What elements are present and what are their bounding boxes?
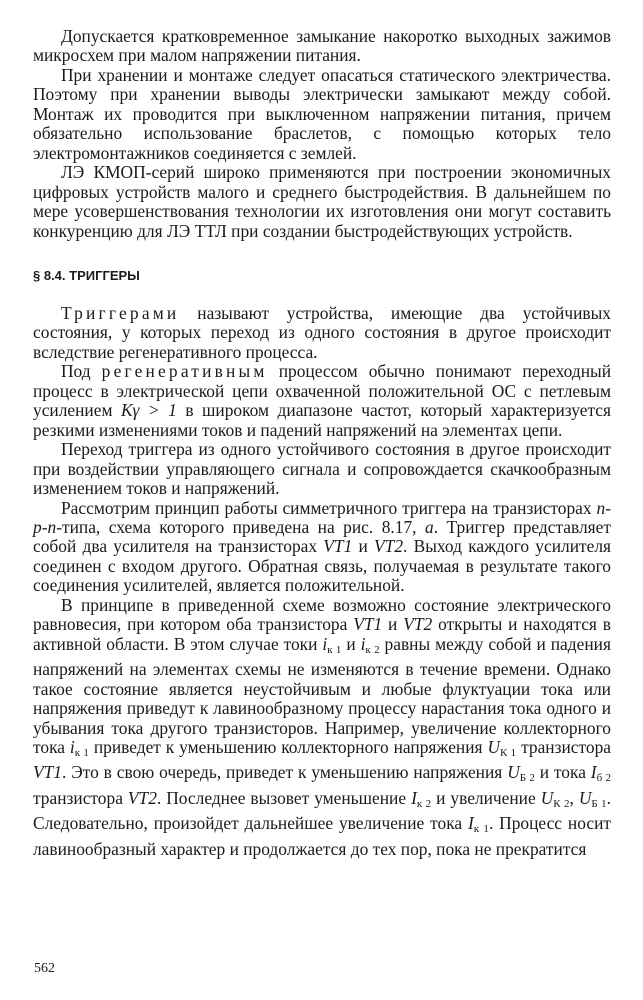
page-content bbox=[33, 27, 611, 859]
term: регенеративным bbox=[101, 361, 268, 382]
paragraph: В принципе в приведенной схеме возможно состояние электрического равновесия, при котором оба транзистора VT1 и VT2 открыты и находятся в активной области. В этом случае токи $i_{к 1}$ и $i_{к 2}$ равны между собой и падения напряжений на элементах схемы не изменяются в течение времени. Однако такое состояние является неустойчивым и любые флуктуации тока или напряжения приведут к лавинообразному процессу нарастания тока одного и убывания тока другого транзисторов. Например, увеличение коллекторного тока $i_{к 1}$ приведет к уменьшению коллекторного напряжения $U_{К 1}$ транзистора VT1. Это в свою очередь, приведет к уменьшению напряжения $U_{Б 2}$ и тока $I_{б 2}$ транзистора VT2. Последнее вызовет уменьшение $I_{к 2}$ и увеличение $U_{К 2}$, $U_{Б 1}$. Следовательно, произойдет дальнейшее увеличение тока $I_{к 1}$. Процесс носит лавинообразный характер и продолжается до тех пор, пока не прекратится bbox=[33, 594, 611, 859]
term: Триггерами bbox=[61, 302, 180, 323]
page-number: 562 bbox=[34, 961, 55, 976]
paragraph: Переход триггера из одного устойчивого состояния в другое происходит при воздействии управляющего сигнала и сопровождается скачкообразным изменением токов и напряжений. bbox=[33, 439, 611, 499]
paragraph: Триггерами называют устройства, имеющие два устойчивых состояния, у которых переход из одного состояния в другое происходит вследствие регенеративного процесса. bbox=[33, 302, 611, 362]
paragraph: При хранении и монтаже следует опасаться статического электричества. Поэтому при хранении выводы электрически замыкают между собой. Монтаж их проводится при выключенном напряжении питания, причем обязательно использование браслетов, с помощью которых тело электромонтажников соединяется с землей. bbox=[33, 64, 611, 163]
paragraph: Рассмотрим принцип работы симметричного триггера на транзисторах n-p-n-типа, схема которого приведена на рис. 8.17, а. Триггер представляет собой два усилителя на транзисторах VT1 и VT2. Выход каждого усилителя соединен с входом другого. Обратная связь, получаемая в результате такого соединения усилителей, является положительной. bbox=[33, 497, 612, 596]
paragraph: Допускается кратковременное замыкание накоротко выходных зажимов микросхем при малом напряжении питания. bbox=[33, 26, 611, 66]
paragraph: Под регенеративным процессом обычно понимают переходный процесс в электрической цепи охваченной положительной ОС с петлевым усилением Kγ > 1 в широком диапазоне частот, который характеризуется резкими изменениями токов и падений напряжений на элементах цепи. bbox=[33, 361, 611, 440]
formula: Kγ > 1 bbox=[120, 400, 177, 421]
paragraph: ЛЭ КМОП-серий широко применяются при построении экономичных цифровых устройств малого и среднего быстродействия. В дальнейшем по мере усовершенствования технологии их изготовления они могут составить конкуренцию для ЛЭ ТТЛ при создании быстродействующих устройств. bbox=[33, 162, 611, 241]
section-heading: § 8.4. ТРИГГЕРЫ bbox=[33, 267, 140, 283]
